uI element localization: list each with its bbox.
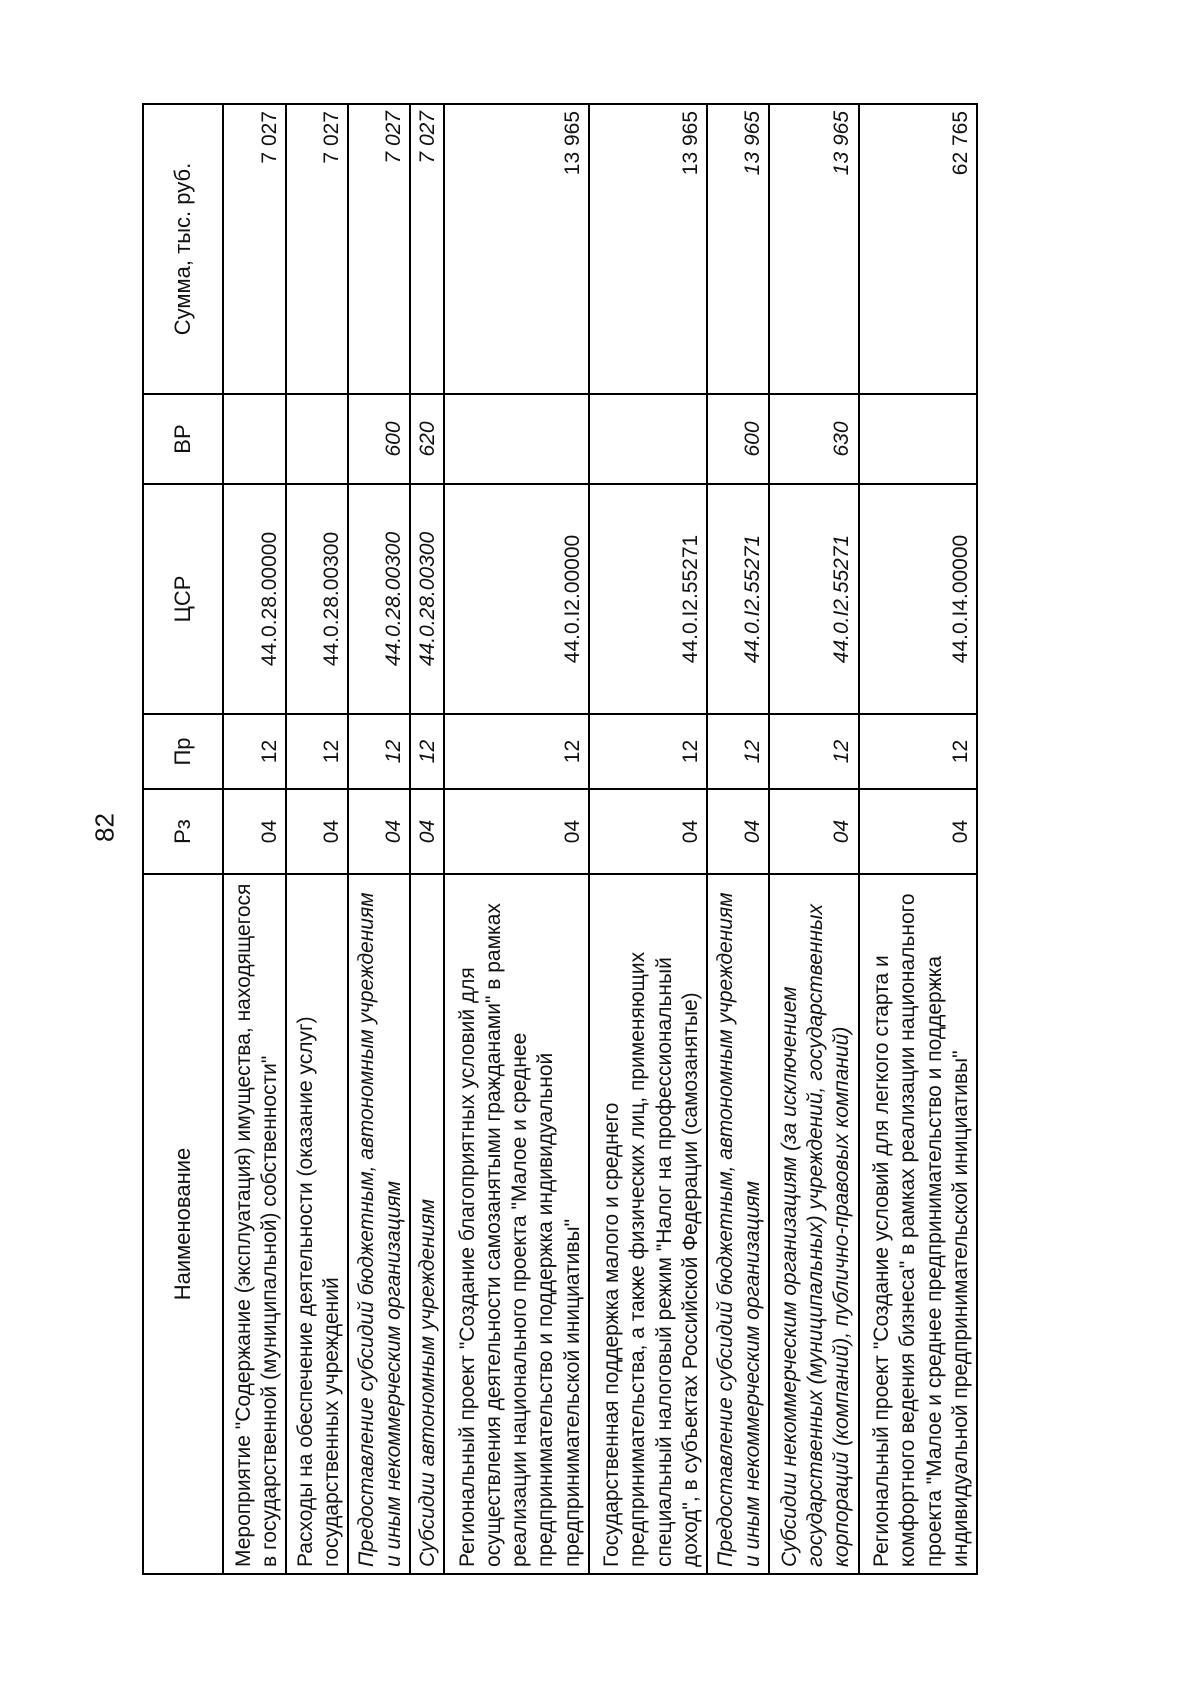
cell-csr: 44.0.28.00300 — [410, 484, 444, 714]
cell-vr — [286, 394, 348, 484]
cell-vr — [223, 394, 286, 484]
cell-vr — [589, 394, 707, 484]
budget-table-container — [142, 105, 978, 1575]
budget-table — [142, 103, 978, 1575]
cell-pr: 12 — [223, 714, 286, 789]
cell-rz: 04 — [410, 789, 444, 874]
cell-csr: 44.0.28.00300 — [348, 484, 410, 714]
cell-sum: 7 027 — [286, 104, 348, 394]
cell-name: Региональный проект "Создание условий для легкого старта и комфортного ведения бизнеса" в рамках реализации национального проекта "Малое и среднее предпринимательство и поддержка индивидуальной предпринимательской инициативы" — [859, 874, 977, 1574]
cell-name: Региональный проект "Создание благоприятных условий для осуществления деятельности самозанятыми гражданами" в рамках реализации национального проекта "Малое и среднее предпринимательство и поддержка индивидуальной предпринимательской инициативы" — [444, 874, 589, 1574]
table-row — [410, 104, 444, 1574]
cell-name: Государственная поддержка малого и среднего предпринимательства, а также физических лиц, применяющих специальный налоговый режим "Налог на профессиональный доход", в субъектах Российской Федерации (самозанятые) — [589, 874, 707, 1574]
cell-name: Субсидии автономным учреждениям — [410, 874, 444, 1574]
cell-rz: 04 — [589, 789, 707, 874]
cell-name: Предоставление субсидий бюджетным, автономным учреждениям и иным некоммерческим организациям — [348, 874, 410, 1574]
cell-sum: 13 965 — [769, 104, 859, 394]
cell-vr: 620 — [410, 394, 444, 484]
cell-sum: 13 965 — [444, 104, 589, 394]
cell-pr: 12 — [444, 714, 589, 789]
header-name: Наименование — [143, 874, 223, 1574]
cell-sum: 7 027 — [223, 104, 286, 394]
table-row — [223, 104, 286, 1574]
cell-pr: 12 — [286, 714, 348, 789]
cell-rz: 04 — [444, 789, 589, 874]
cell-rz: 04 — [223, 789, 286, 874]
table-row — [769, 104, 859, 1574]
page-number: 82 — [89, 813, 120, 842]
cell-name: Мероприятие "Содержание (эксплуатация) имущества, находящегося в государственной (муниципальной) собственности" — [223, 874, 286, 1574]
cell-csr: 44.0.I2.55271 — [707, 484, 769, 714]
cell-pr: 12 — [769, 714, 859, 789]
table-header-row — [143, 104, 223, 1574]
cell-csr: 44.0.28.00300 — [286, 484, 348, 714]
header-csr: ЦСР — [143, 484, 223, 714]
cell-rz: 04 — [859, 789, 977, 874]
table-row — [348, 104, 410, 1574]
cell-sum: 62 765 — [859, 104, 977, 394]
cell-rz: 04 — [769, 789, 859, 874]
cell-sum: 7 027 — [348, 104, 410, 394]
cell-csr: 44.0.I4.00000 — [859, 484, 977, 714]
header-rz: Рз — [143, 789, 223, 874]
cell-sum: 13 965 — [589, 104, 707, 394]
table-row — [859, 104, 977, 1574]
cell-vr: 600 — [707, 394, 769, 484]
cell-vr — [859, 394, 977, 484]
cell-name: Субсидии некоммерческим организациям (за исключением государственных (муниципальных) учреждений, государственных корпораций (компаний), публично-правовых компаний) — [769, 874, 859, 1574]
table-row — [286, 104, 348, 1574]
cell-csr: 44.0.I2.00000 — [444, 484, 589, 714]
cell-pr: 12 — [859, 714, 977, 789]
cell-csr: 44.0.28.00000 — [223, 484, 286, 714]
table-row — [589, 104, 707, 1574]
cell-sum: 13 965 — [707, 104, 769, 394]
cell-pr: 12 — [707, 714, 769, 789]
cell-vr: 600 — [348, 394, 410, 484]
table-row — [444, 104, 589, 1574]
cell-vr: 630 — [769, 394, 859, 484]
cell-pr: 12 — [410, 714, 444, 789]
cell-rz: 04 — [707, 789, 769, 874]
cell-name: Предоставление субсидий бюджетным, автономным учреждениям и иным некоммерческим организациям — [707, 874, 769, 1574]
table-row — [707, 104, 769, 1574]
cell-name: Расходы на обеспечение деятельности (оказание услуг) государственных учреждений — [286, 874, 348, 1574]
cell-csr: 44.0.I2.55271 — [589, 484, 707, 714]
cell-sum: 7 027 — [410, 104, 444, 394]
cell-pr: 12 — [348, 714, 410, 789]
cell-csr: 44.0.I2.55271 — [769, 484, 859, 714]
header-vr: ВР — [143, 394, 223, 484]
header-sum: Сумма, тыс. руб. — [143, 104, 223, 394]
cell-rz: 04 — [286, 789, 348, 874]
cell-pr: 12 — [589, 714, 707, 789]
cell-vr — [444, 394, 589, 484]
cell-rz: 04 — [348, 789, 410, 874]
header-pr: Пр — [143, 714, 223, 789]
